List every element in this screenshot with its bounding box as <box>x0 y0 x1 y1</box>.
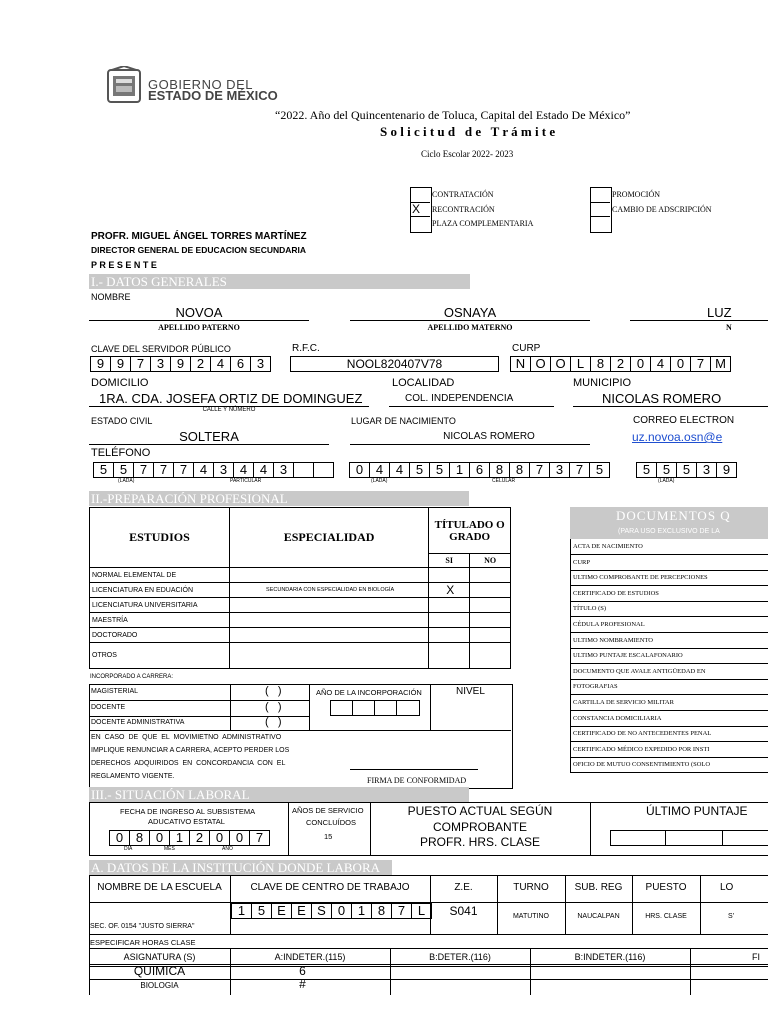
label-plaza-complementaria: PLAZA COMPLEMENTARIA <box>432 219 534 228</box>
inc-docente-admin: DOCENTE ADMINISTRATIVA <box>91 719 185 726</box>
tel-other-digit-3: 5 <box>677 463 697 477</box>
tel-cel-digit-5: 5 <box>430 463 450 477</box>
tel-part-digit-7: 3 <box>214 463 234 477</box>
nivel-label: NIVEL <box>456 686 485 697</box>
tel-cel-digit-13: 5 <box>595 462 604 477</box>
clave-digit-8: 6 <box>231 357 251 371</box>
ct-digit-5: S <box>312 904 332 918</box>
clave-digit-5: 9 <box>171 357 191 371</box>
tel-cel-digit-4: 5 <box>410 463 430 477</box>
ct-digit-3: E <box>272 904 292 918</box>
localidad-label: LOCALIDAD <box>392 377 455 389</box>
col-nombre-escuela: NOMBRE DE LA ESCUELA <box>97 882 222 893</box>
estudio-cell: DOCTORADO <box>90 628 230 643</box>
ct-digit-6: 0 <box>332 904 352 918</box>
apellido-paterno-label: APELLIDO PATERNO <box>158 323 240 332</box>
tel-cel-digit-2: 4 <box>370 463 390 477</box>
clave-ct-digits <box>231 903 432 919</box>
puesto-actual-label-1: PUESTO ACTUAL SEGÚN <box>407 804 553 818</box>
tel-other-digit-2: 5 <box>657 463 677 477</box>
documento-item: ULTIMO COMPROBANTE DE PERCEPCIONES <box>570 570 768 586</box>
tel-cel-digit-3: 4 <box>390 463 410 477</box>
apellido-paterno-value: NOVOA <box>175 305 223 320</box>
telefono-otro-digits <box>636 462 737 478</box>
ct-digit-10: L <box>417 903 426 918</box>
tel-cel-digit-10: 7 <box>530 463 550 477</box>
clave-digit-4: 3 <box>151 357 171 371</box>
especialidad-cell: SECUNDARIA CON ESPECIALIDAD EN BIOLOGÍA <box>229 583 428 598</box>
curp-digit-2: O <box>531 357 551 371</box>
tel-cel-digit-12: 7 <box>570 463 590 477</box>
estudios-row <box>90 598 511 613</box>
estado-civil-value: SOLTERA <box>179 429 239 444</box>
localidad-value: COL. INDEPENDENCIA <box>405 393 514 404</box>
clave-digit-2: 9 <box>111 357 131 371</box>
anio-incorporacion-box[interactable] <box>330 700 420 716</box>
asig-col-bi: B:INDETER.(116) <box>574 952 646 962</box>
ultimo-puntaje-label: ÚLTIMO PUNTAJE <box>646 804 748 818</box>
label-cambio-adscripcion: CAMBIO DE ADSCRIPCIÓN <box>612 205 712 214</box>
ct-digit-4: E <box>292 904 312 918</box>
addressee-presente: P R E S E N T E <box>91 260 157 270</box>
firma-conformidad-label: FIRMA DE CONFORMIDAD <box>367 776 467 785</box>
tel-cel-digit-6: 1 <box>450 463 470 477</box>
especialidad-header: ESPECIALIDAD <box>229 508 428 568</box>
dia-label: DIA <box>124 846 133 852</box>
no-cell <box>470 613 511 628</box>
estudio-cell: LICENCIATURA UNIVERSITARIA <box>90 598 230 613</box>
inc-magisterial-check[interactable]: ( ) <box>265 685 282 697</box>
no-cell <box>470 628 511 643</box>
anio-incorporacion-label: AÑO DE LA INCORPORACIÓN <box>316 688 422 697</box>
col-lo: LO <box>720 882 734 893</box>
curp-digit-1: N <box>511 357 531 371</box>
section-preparacion-profesional: II.-PREPARACIÓN PROFESIONAL <box>89 491 469 506</box>
tel-part-digit-9: 4 <box>254 463 274 477</box>
si-cell <box>429 628 470 643</box>
subreg-value: NAUCALPAN <box>577 913 620 920</box>
tel-cel-digit-11: 3 <box>550 463 570 477</box>
estudios-row <box>90 583 511 598</box>
ct-digit-2: 5 <box>252 904 272 918</box>
checkbox-recontracion[interactable]: X <box>412 202 421 216</box>
estudios-row <box>90 643 511 669</box>
documento-item: CARTILLA DE SERVICIO MILITAR <box>570 695 768 711</box>
documentos-title: DOCUMENTOS Q <box>616 508 731 523</box>
documento-item: CURP <box>570 555 768 571</box>
especialidad-cell <box>229 613 428 628</box>
asig-row2-a: # <box>299 977 306 991</box>
nombres-label: N <box>726 323 732 332</box>
puesto-value: HRS. CLASE <box>645 913 687 920</box>
documento-item: ACTA DE NACIMIENTO <box>570 539 768 555</box>
no-cell <box>470 598 511 613</box>
label-promocion: PROMOCIÓN <box>612 190 661 199</box>
documento-item: CERTIFICADO DE NO ANTECEDENTES PENAL <box>570 726 768 742</box>
estudios-row <box>90 628 511 643</box>
curp-digit-11: M <box>715 356 726 371</box>
curp-digit-9: 0 <box>671 357 691 371</box>
anios-servicio-label-2: CONCLUÍDOS <box>306 818 357 827</box>
section-datos-institucion: A. DATOS DE LA INSTITUCIÓN DONDE LABORA <box>89 860 392 875</box>
lada-label-otro: (LADA) <box>658 478 675 484</box>
anios-servicio-value: 15 <box>324 832 333 841</box>
fecha-digit-1: 0 <box>110 831 130 845</box>
asig-col-fi: FI <box>752 952 760 962</box>
si-cell: X <box>429 583 470 598</box>
telefono-celular-digits <box>349 462 610 478</box>
documento-item: ULTIMO PUNTAJE ESCALAFONARIO <box>570 648 768 664</box>
estudios-row <box>90 613 511 628</box>
fecha-digit-2: 8 <box>130 831 150 845</box>
ct-digit-8: 8 <box>372 904 392 918</box>
inc-docente-check[interactable]: ( ) <box>265 701 282 713</box>
asig-row1-a: 6 <box>299 964 306 978</box>
tel-part-digit-1: 5 <box>94 463 114 477</box>
tel-cel-digit-1: 0 <box>350 463 370 477</box>
label-recontracion: RECONTRACIÓN <box>432 205 495 214</box>
fecha-digit-3: 0 <box>150 831 170 845</box>
fecha-digit-5: 2 <box>190 831 210 845</box>
clave-digit-7: 4 <box>211 357 231 371</box>
correo-value[interactable]: uz.novoa.osn@e <box>632 430 723 444</box>
asig-row2-name: BIOLOGIA <box>140 981 179 990</box>
asig-row1-name: QUIMICA <box>133 964 186 978</box>
puesto-actual-label-2: COMPROBANTE <box>432 820 527 834</box>
lada-label-celular: (LADA) <box>371 478 388 484</box>
tel-part-digit-4: 7 <box>154 463 174 477</box>
estudios-row <box>90 568 511 583</box>
documento-item: ULTIMO NOMBRAMIENTO <box>570 633 768 649</box>
especialidad-cell <box>229 568 428 583</box>
fecha-ingreso-label-1: FECHA DE INGRESO AL SUBSISTEMA <box>120 807 256 816</box>
ct-digit-9: 7 <box>392 904 412 918</box>
documento-item: CÉDULA PROFESIONAL <box>570 617 768 633</box>
estudios-table <box>89 507 511 669</box>
asig-col-asignatura: ASIGNATURA (S) <box>123 952 196 962</box>
section-datos-generales: I.- DATOS GENERALES <box>89 274 470 289</box>
si-cell <box>429 613 470 628</box>
escuela-value: SEC. OF. 0154 "JUSTO SIERRA" <box>90 923 195 930</box>
anio-label: AÑO <box>222 846 233 852</box>
correo-label: CORREO ELECTRON <box>633 415 735 426</box>
no-cell <box>470 568 511 583</box>
curp-digit-4: L <box>571 357 591 371</box>
lugar-nacimiento-label: LUGAR DE NACIMIENTO <box>351 416 456 426</box>
curp-digit-8: 4 <box>651 357 671 371</box>
clave-digit-9: 3 <box>256 356 265 371</box>
ultimo-puntaje-box[interactable] <box>610 830 768 846</box>
rfc-label: R.F.C. <box>292 343 320 354</box>
estudio-cell: LICENCIATURA EN EDUACIÓN <box>90 583 230 598</box>
puesto-actual-value: PROFR. HRS. CLASE <box>419 835 541 849</box>
celular-label: CELULAR <box>492 478 516 484</box>
estudio-cell: OTROS <box>90 643 230 669</box>
gov-name-line2: ESTADO DE MÉXICO <box>148 88 278 103</box>
apellido-materno-label: APELLIDO MATERNO <box>427 323 513 332</box>
estudio-cell: NORMAL ELEMENTAL DE <box>90 568 230 583</box>
documento-item: CERTIFICADO DE ESTUDIOS <box>570 586 768 602</box>
school-cycle: Ciclo Escolar 2022- 2023 <box>421 149 514 159</box>
col-puesto: PUESTO <box>645 882 687 893</box>
especialidad-cell <box>229 643 428 669</box>
inc-docente-admin-check[interactable]: ( ) <box>265 716 282 728</box>
si-cell <box>429 568 470 583</box>
tel-other-digit-5: 9 <box>722 462 731 477</box>
label-contratacion: CONTRATACIÓN <box>432 190 494 199</box>
documento-item: OFICIO DE MUTUO CONSENTIMIENTO (SOLO <box>570 757 768 773</box>
ct-digit-1: 1 <box>232 904 252 918</box>
lugar-nacimiento-value: NICOLAS ROMERO <box>443 431 535 442</box>
curp-digit-10: 7 <box>691 357 711 371</box>
documento-item: DOCUMENTO QUE AVALE ANTIGÜEDAD EN <box>570 664 768 680</box>
fecha-digit-4: 1 <box>170 831 190 845</box>
gov-name-line1: GOBIERNO DEL <box>148 77 253 92</box>
tel-cel-digit-7: 6 <box>470 463 490 477</box>
calle-label: CALLE Y NÚMERO <box>202 407 256 413</box>
clave-digits <box>90 356 271 372</box>
municipio-label: MUNICIPIO <box>573 377 632 389</box>
col-clave-ct: CLAVE DE CENTRO DE TRABAJO <box>250 882 410 893</box>
year-quote: “2022. Año del Quincentenario de Toluca, Capital del Estado De México” <box>275 108 631 122</box>
estudio-cell: MAESTRÍA <box>90 613 230 628</box>
no-cell <box>470 583 511 598</box>
si-cell <box>429 598 470 613</box>
no-cell <box>470 643 511 669</box>
si-header: SI <box>429 554 470 568</box>
lo-value: S' <box>728 913 735 920</box>
ze-value: S041 <box>449 904 478 918</box>
state-seal-logo <box>106 66 142 104</box>
tel-part-digit-8: 4 <box>234 463 254 477</box>
clave-digit-3: 7 <box>131 357 151 371</box>
tel-part-digit-5: 7 <box>174 463 194 477</box>
tel-part-digit-10: 3 <box>274 463 294 477</box>
clave-digit-6: 2 <box>191 357 211 371</box>
aviso-line-2: IMPLIQUE RENUNCIAR A CARRERA, ACEPTO PERDER LOS <box>91 747 290 754</box>
lada-label: (LADA) <box>118 478 135 484</box>
horas-clase-label: ESPECIFICAR HORAS CLASE <box>90 938 196 947</box>
addressee-role: DIRECTOR GENERAL DE EDUCACION SECUNDARIA <box>91 245 307 255</box>
fecha-digit-8: 7 <box>255 830 264 845</box>
municipio-value: NICOLAS ROMERO <box>602 391 722 406</box>
page-title: S o l i c i t u d d e T r á m i t e <box>380 124 556 139</box>
tel-part-digit-3: 7 <box>134 463 154 477</box>
tel-cel-digit-8: 8 <box>490 463 510 477</box>
documento-item: CONSTANCIA DOMICILIARIA <box>570 711 768 727</box>
fecha-digit-6: 0 <box>210 831 230 845</box>
nombres-value: LUZ <box>707 305 732 320</box>
tel-part-digit-12 <box>314 463 333 477</box>
tramite-right-box <box>590 187 612 233</box>
aviso-line-4: REGLAMENTO VIGENTE. <box>91 773 175 780</box>
apellido-materno-value: OSNAYA <box>443 305 497 320</box>
tel-part-digit-2: 5 <box>114 463 134 477</box>
documento-item: CERTIFICADO MÉDICO EXPEDIDO POR INSTI <box>570 742 768 758</box>
telefono-particular-digits <box>93 462 334 478</box>
fecha-ingreso-digits <box>109 830 270 846</box>
curp-label: CURP <box>512 343 541 354</box>
fecha-digit-7: 0 <box>230 831 250 845</box>
asig-col-a: A:INDETER.(115) <box>274 952 346 962</box>
documento-item: FOTOGRAFIAS <box>570 679 768 695</box>
titulado-header: TÍTULADO O GRADO <box>429 508 511 554</box>
curp-digit-6: 2 <box>611 357 631 371</box>
tel-cel-digit-9: 8 <box>510 463 530 477</box>
mes-label: MES <box>164 846 175 852</box>
aviso-line-1: EN CASO DE QUE EL MOVIMIETNO ADMINISTRATIVO <box>91 734 282 741</box>
estado-civil-label: ESTADO CIVIL <box>91 416 153 426</box>
nombre-label: NOMBRE <box>91 292 131 302</box>
documentos-subtitle: (PARA USO EXCLUSIVO DE LA <box>618 528 720 535</box>
curp-digit-5: 8 <box>591 357 611 371</box>
si-cell <box>429 643 470 669</box>
anios-servicio-label-1: AÑOS DE SERVICIO <box>292 806 364 815</box>
estudios-header: ESTUDIOS <box>90 508 230 568</box>
curp-digit-3: O <box>551 357 571 371</box>
tel-other-digit-1: 5 <box>637 463 657 477</box>
clave-label: CLAVE DEL SERVIDOR PÚBLICO <box>91 344 231 354</box>
section-situacion-laboral: III.- SITUACIÓN LABORAL <box>89 787 469 802</box>
rfc-value: NOOL820407V78 <box>290 356 499 372</box>
domicilio-label: DOMICILIO <box>91 377 149 389</box>
telefono-label: TELÉFONO <box>91 447 151 459</box>
turno-value: MATUTINO <box>512 913 550 920</box>
col-subreg: SUB. REG <box>574 882 623 893</box>
ct-digit-7: 1 <box>352 904 372 918</box>
especialidad-cell <box>229 628 428 643</box>
fecha-ingreso-label-2: ADUCATIVO ESTATAL <box>148 817 225 826</box>
especialidad-cell <box>229 598 428 613</box>
asig-col-b: B:DETER.(116) <box>429 952 491 962</box>
domicilio-value: 1RA. CDA. JOSEFA ORTIZ DE DOMINGUEZ <box>99 391 363 406</box>
tel-part-digit-11 <box>294 463 314 477</box>
aviso-line-3: DERECHOS ADQUIRIDOS EN CONCORDANCIA CON EL <box>91 760 286 767</box>
particular-label: PARTICULAR <box>230 478 262 484</box>
documento-item: TÍTULO (S) <box>570 601 768 617</box>
curp-digits <box>510 356 731 372</box>
tel-other-digit-4: 3 <box>697 463 717 477</box>
col-ze: Z.E. <box>454 882 473 893</box>
inc-docente: DOCENTE <box>91 704 126 711</box>
incorporado-label: INCORPORADO A CARRERA: <box>90 674 174 680</box>
tel-part-digit-6: 4 <box>194 463 214 477</box>
clave-digit-1: 9 <box>91 357 111 371</box>
inc-magisterial: MAGISTERIAL <box>91 688 139 695</box>
curp-digit-7: 0 <box>631 357 651 371</box>
no-header: NO <box>470 554 511 568</box>
col-turno: TURNO <box>513 882 549 893</box>
addressee-name: PROFR. MIGUEL ÁNGEL TORRES MARTÍNEZ <box>91 231 307 242</box>
